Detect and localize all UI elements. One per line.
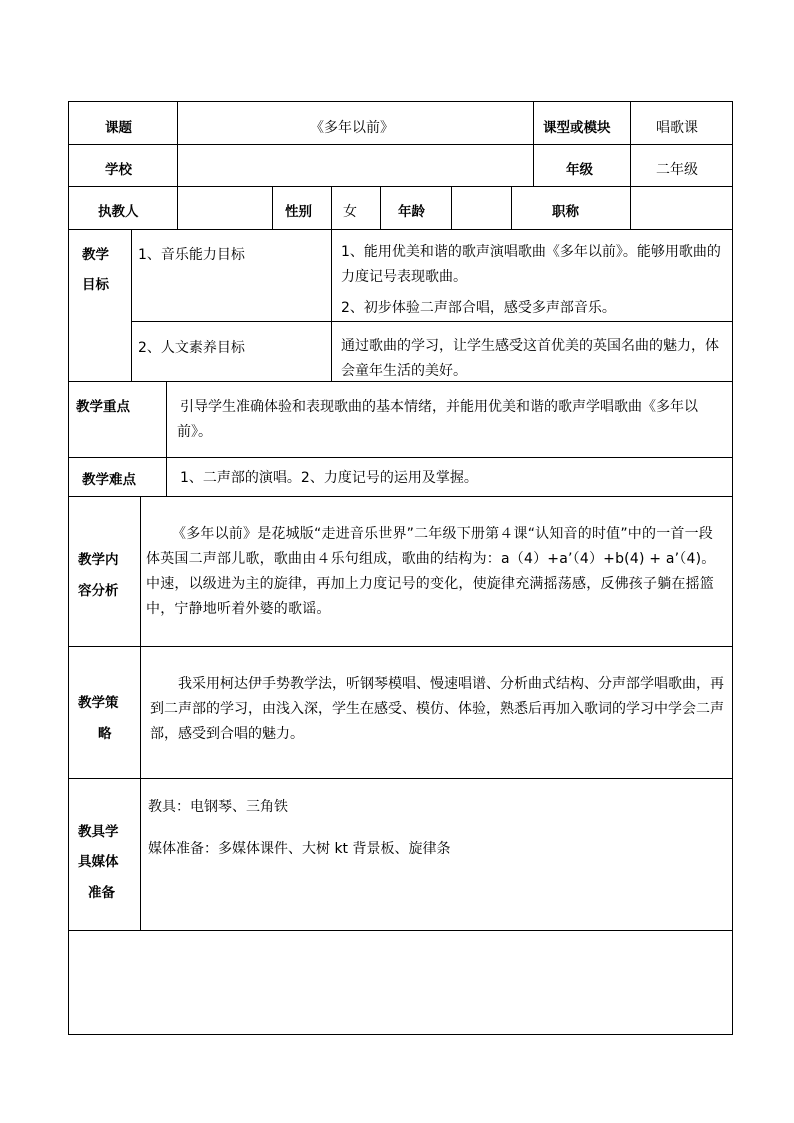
teacher-label: 执教人 bbox=[98, 204, 139, 220]
row-divider bbox=[68, 646, 733, 647]
content-analysis-label-line2: 容分析 bbox=[78, 583, 119, 599]
course-type-value: 唱歌课 bbox=[656, 120, 698, 136]
row-divider bbox=[68, 186, 733, 187]
strategy-label-line2: 略 bbox=[98, 726, 112, 742]
row-divider bbox=[68, 496, 733, 497]
course-title-label: 课题 bbox=[105, 120, 132, 136]
row-divider bbox=[68, 930, 733, 931]
objectives-label-line2: 目标 bbox=[82, 277, 109, 293]
music-goal-text2: 2、初步体验二声部合唱，感受多声部音乐。 bbox=[341, 300, 616, 316]
col-divider bbox=[380, 186, 381, 229]
table-left-border bbox=[68, 101, 69, 1035]
grade-label: 年级 bbox=[566, 162, 593, 178]
row-divider bbox=[68, 457, 733, 458]
school-label: 学校 bbox=[105, 162, 132, 178]
col-divider bbox=[511, 186, 512, 229]
table-right-border bbox=[732, 101, 733, 1035]
age-label: 年龄 bbox=[398, 204, 425, 220]
col-divider bbox=[131, 229, 132, 381]
col-divider bbox=[272, 186, 273, 229]
col-divider bbox=[166, 381, 167, 458]
grade-value: 二年级 bbox=[656, 162, 698, 178]
strategy-label-line1: 教学策 bbox=[78, 695, 119, 711]
strategy-text: 我采用柯达伊手势教学法，听钢琴模唱、慢速唱谱、分析曲式结构、分声部学唱歌曲，再到二声部的学习，由浅入深，学生在感受、模仿、体验，熟悉后再加入歌词的学习中学会二声部，感受到合唱的魅力。 bbox=[150, 676, 724, 742]
row-divider bbox=[68, 229, 733, 230]
course-title-value: 《多年以前》 bbox=[310, 120, 394, 136]
col-divider bbox=[166, 457, 167, 497]
key-points-label: 教学重点 bbox=[76, 399, 130, 415]
col-divider bbox=[630, 101, 631, 229]
materials-media: 媒体准备：多媒体课件、大树 kt 背景板、旋律条 bbox=[148, 841, 451, 857]
gender-value: 女 bbox=[343, 204, 357, 220]
row-divider bbox=[68, 778, 733, 779]
key-points-text: 引导学生准确体验和表现歌曲的基本情绪，并能用优美和谐的歌声学唱歌曲《多年以前》。 bbox=[177, 399, 698, 440]
row-divider bbox=[131, 321, 733, 322]
col-divider bbox=[331, 186, 332, 229]
content-analysis-text: 《多年以前》是花城版“走进音乐世界”二年级下册第４课“认知音的时值”中的一首一段体英国二声部儿歌，歌曲由４乐句组成，歌曲的结构为：a（4）+a’（4）+b(4) + a’（4)。中速，以级进为主的旋律，再加上力度记号的变化，使旋律充满摇荡感，反佛孩子躺在摇篮中，宁静地听着外婆的歌谣。 bbox=[146, 526, 716, 617]
table-bottom-border bbox=[68, 1034, 733, 1035]
materials-tools: 教具：电钢琴、三角铁 bbox=[148, 799, 288, 815]
materials-label-line3: 准备 bbox=[88, 885, 115, 901]
col-divider bbox=[177, 101, 178, 229]
humanity-goal-text: 通过歌曲的学习，让学生感受这首优美的英国名曲的魅力，体会童年生活的美好。 bbox=[341, 338, 719, 379]
materials-label-line1: 教具学 bbox=[78, 824, 119, 840]
humanity-goal-label: 2、人文素养目标 bbox=[138, 340, 245, 356]
title-label: 职称 bbox=[552, 204, 579, 220]
content-analysis-label-line1: 教学内 bbox=[78, 552, 119, 568]
difficulties-text: 1、二声部的演唱。2、力度记号的运用及掌握。 bbox=[180, 470, 478, 486]
col-divider bbox=[451, 186, 452, 229]
materials-label-line2: 具媒体 bbox=[78, 854, 119, 870]
music-goal-text1: 1、能用优美和谐的歌声演唱歌曲《多年以前》。能够用歌曲的力度记号表现歌曲。 bbox=[341, 244, 721, 285]
course-type-label: 课型或模块 bbox=[543, 120, 611, 136]
difficulties-label: 教学难点 bbox=[82, 472, 136, 488]
music-goal-label: 1、音乐能力目标 bbox=[138, 247, 245, 263]
gender-label: 性别 bbox=[285, 204, 312, 220]
table-top-border bbox=[68, 101, 733, 102]
col-divider bbox=[140, 496, 141, 930]
objectives-label-line1: 教学 bbox=[82, 247, 109, 263]
row-divider bbox=[68, 144, 733, 145]
col-divider bbox=[331, 229, 332, 381]
col-divider bbox=[533, 101, 534, 187]
